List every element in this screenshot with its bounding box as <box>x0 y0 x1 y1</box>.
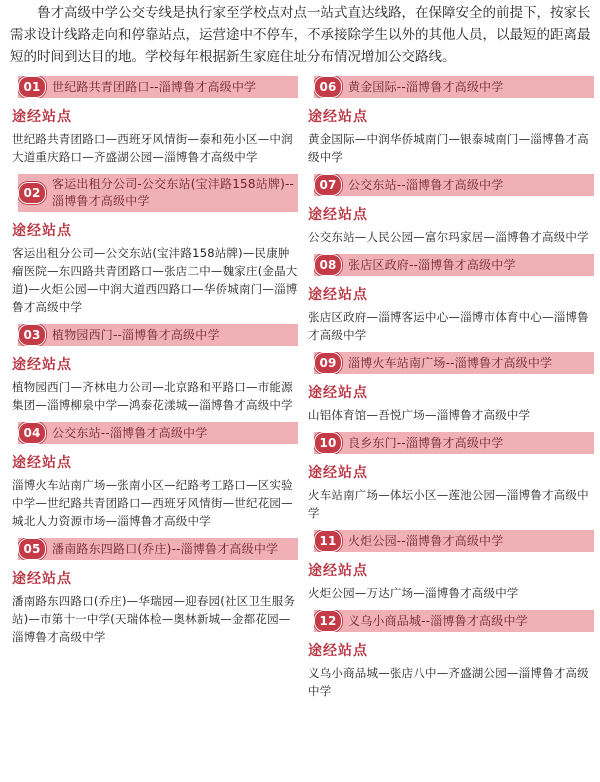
route-number-badge: 09 <box>314 352 342 374</box>
route-number-badge: 06 <box>314 76 342 98</box>
route-header <box>18 538 298 560</box>
route-title: 公交东站--淄博鲁才高级中学 <box>348 178 504 192</box>
route-card <box>10 324 298 414</box>
route-card <box>10 538 298 646</box>
route-header <box>18 76 298 98</box>
route-stops: 黄金国际—中润华侨城南门—银泰城南门—淄博鲁才高级中学 <box>308 132 589 164</box>
via-stations-heading: 途经站点 <box>12 455 72 471</box>
route-stops: 义乌小商品城—张店八中—齐盛湖公园—淄博鲁才高级中学 <box>308 666 589 698</box>
via-stations-heading: 途经站点 <box>308 109 368 125</box>
route-title: 黄金国际--淄博鲁才高级中学 <box>348 80 504 94</box>
route-header <box>314 254 594 276</box>
route-number-badge: 07 <box>314 174 342 196</box>
route-card <box>306 530 594 602</box>
via-stations-heading: 途经站点 <box>308 287 368 303</box>
route-title: 火炬公园--淄博鲁才高级中学 <box>348 534 504 548</box>
route-title: 世纪路共青团路口--淄博鲁才高级中学 <box>52 80 257 94</box>
route-header <box>18 324 298 346</box>
route-header <box>314 610 594 632</box>
via-stations-heading: 途经站点 <box>308 465 368 481</box>
route-stops: 山铝体育馆—吾悦广场—淄博鲁才高级中学 <box>308 408 531 422</box>
via-stations-heading: 途经站点 <box>308 207 368 223</box>
route-number-badge: 11 <box>314 530 342 552</box>
route-title: 公交东站--淄博鲁才高级中学 <box>52 426 208 440</box>
route-header <box>18 174 298 212</box>
route-card <box>306 76 594 166</box>
route-stops: 潘南路东四路口(乔庄)—华瑞园—迎春园(社区卫生服务站)—市第十一中学(天瑞体检—奥林新城—金都花园—淄博鲁才高级中学 <box>12 594 296 644</box>
right-route-column <box>306 76 594 700</box>
route-title: 义乌小商品城--淄博鲁才高级中学 <box>348 614 528 628</box>
left-route-column <box>10 76 298 646</box>
route-title: 客运出租分公司-公交东站(宝沣路158站牌)--淄博鲁才高级中学 <box>52 177 295 208</box>
via-stations-heading: 途经站点 <box>12 109 72 125</box>
intro-paragraph: 鲁才高级中学公交专线是执行家至学校点对点一站式直达线路，在保障安全的前提下，按家长需求设计线路走向和停靠站点，运营途中不停车，不承接除学生以外的其他人员，以最短的距离最短的时间到达目的地。学校每年根据新生家庭住址分布情况增加公交路线。 <box>10 5 591 65</box>
route-number-badge: 12 <box>314 610 342 632</box>
route-number-badge: 03 <box>18 324 46 346</box>
route-card <box>10 422 298 530</box>
route-header <box>314 352 594 374</box>
route-number-badge: 08 <box>314 254 342 276</box>
route-title: 淄博火车站南广场--淄博鲁才高级中学 <box>348 356 553 370</box>
route-stops: 张店区政府—淄博客运中心—淄博市体育中心—淄博鲁才高级中学 <box>308 310 589 342</box>
route-header <box>314 174 594 196</box>
route-title: 植物园西门--淄博鲁才高级中学 <box>52 328 220 342</box>
route-stops: 客运出租分公司—公交东站(宝沣路158站牌)—民康肿瘤医院—东四路共青团路口—张店二中—魏家庄(金晶大道)—火炬公园—中润大道西四路口—华侨城南门—淄博鲁才高级中学 <box>12 246 298 314</box>
route-card <box>306 254 594 344</box>
route-stops: 世纪路共青团路口—西班牙风情街—泰和苑小区—中润大道重庆路口—齐盛湖公园—淄博鲁才高级中学 <box>12 132 293 164</box>
route-card <box>306 352 594 424</box>
route-title: 张店区政府--淄博鲁才高级中学 <box>348 258 516 272</box>
route-card <box>10 174 298 316</box>
route-stops: 淄博火车站南广场—张南小区—纪路考工路口—区实验中学—世纪路共青团路口—西班牙风情街—世纪花园—城北人力资源市场—淄博鲁才高级中学 <box>12 478 293 528</box>
route-number-badge: 05 <box>18 538 46 560</box>
route-number-badge: 01 <box>18 76 46 98</box>
route-header <box>314 530 594 552</box>
route-header <box>314 76 594 98</box>
route-stops: 植物园西门—齐林电力公司—北京路和平路口—市能源集团—淄博柳泉中学—鸿泰花漾城—淄博鲁才高级中学 <box>12 380 293 412</box>
via-stations-heading: 途经站点 <box>308 643 368 659</box>
via-stations-heading: 途经站点 <box>12 223 72 239</box>
route-number-badge: 02 <box>18 182 46 204</box>
via-stations-heading: 途经站点 <box>12 571 72 587</box>
route-number-badge: 10 <box>314 432 342 454</box>
route-title: 良乡东门--淄博鲁才高级中学 <box>348 436 504 450</box>
route-title: 潘南路东四路口(乔庄)--淄博鲁才高级中学 <box>52 542 279 556</box>
route-card <box>306 610 594 700</box>
route-header <box>314 432 594 454</box>
route-card <box>306 432 594 522</box>
route-stops: 公交东站—人民公园—富尔玛家居—淄博鲁才高级中学 <box>308 230 589 244</box>
route-header <box>18 422 298 444</box>
route-number-badge: 04 <box>18 422 46 444</box>
route-stops: 火炬公园—万达广场—淄博鲁才高级中学 <box>308 586 519 600</box>
via-stations-heading: 途经站点 <box>308 563 368 579</box>
via-stations-heading: 途经站点 <box>12 357 72 373</box>
route-card <box>306 174 594 246</box>
via-stations-heading: 途经站点 <box>308 385 368 401</box>
route-card <box>10 76 298 166</box>
route-stops: 火车站南广场—体坛小区—莲池公园—淄博鲁才高级中学 <box>308 488 589 520</box>
